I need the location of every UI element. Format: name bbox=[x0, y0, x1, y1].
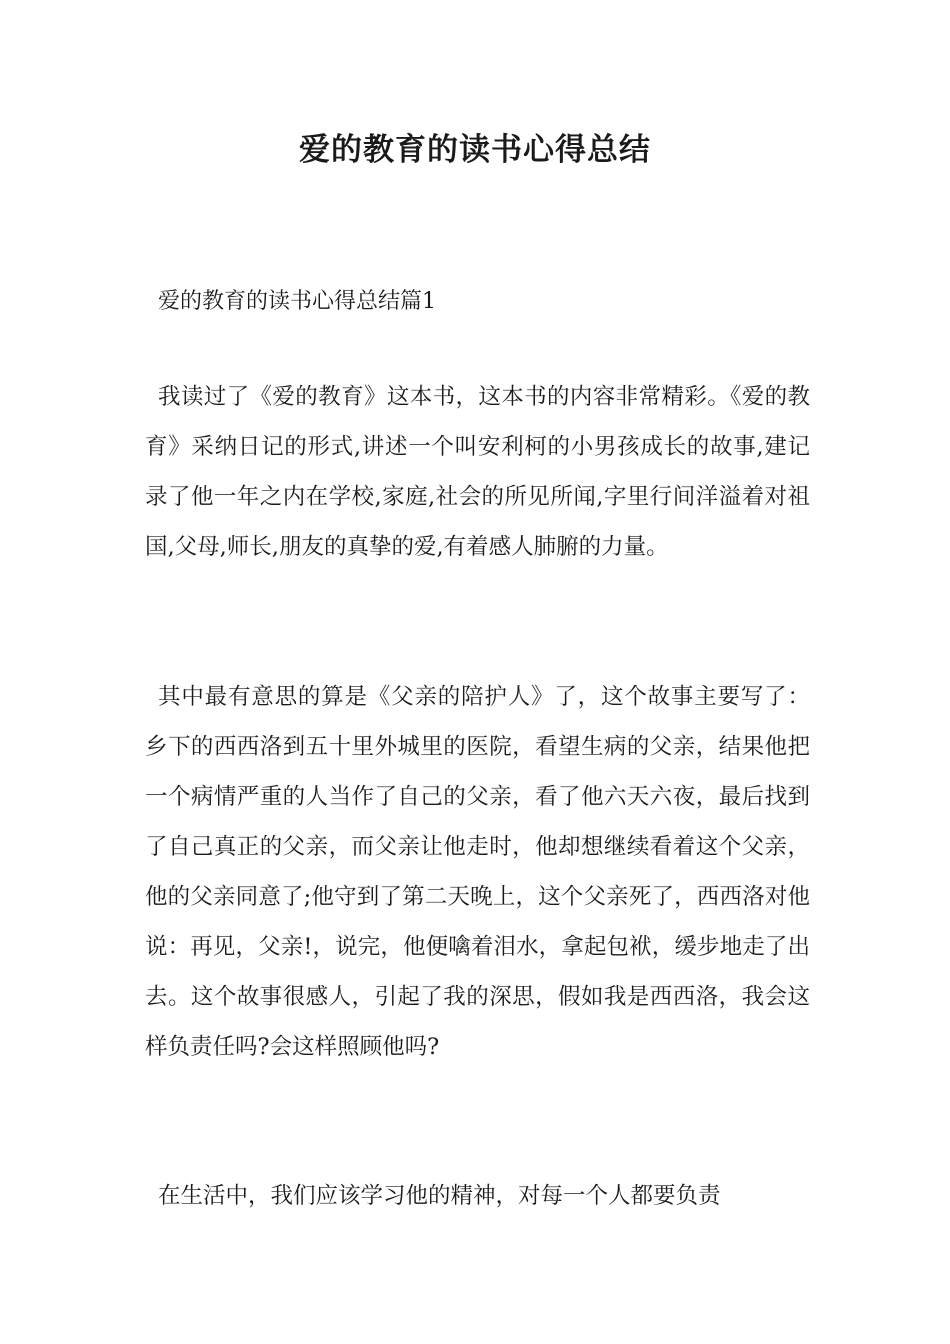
section-heading: 爱的教育的读书心得总结篇1 bbox=[158, 289, 436, 314]
paragraph: 在生活中，我们应该学习他的精神，对每一个人都要负责 bbox=[158, 1183, 721, 1209]
document-title: 爱的教育的读书心得总结 bbox=[299, 132, 651, 168]
paragraph: 其中最有意思的算是《父亲的陪护人》了，这个故事主要写了：乡下的西西洛到五十里外城里的医院，看望生病的父亲，结果他把一个病情严重的人当作了自己的父亲，看了他六天六夜，最后找到了自己真正的父亲，而父亲让他走时，他却想继续看着这个父亲，他的父亲同意了;他守到了第二天晚上，这个父亲死了，西西洛对他说：再见，父亲!，说完，他便噙着泪水，拿起包袱，缓步地走了出去。这个故事很感人，引起了我的深思，假如我是西西洛，我会这样负责任吗?会这样照顾他吗? bbox=[145, 684, 810, 1060]
paragraph: 我读过了《爱的教育》这本书，这本书的内容非常精彩。《爱的教育》采纳日记的形式,讲述一个叫安利柯的小男孩成长的故事,建记录了他一年之内在学校,家庭,社会的所见所闻,字里行间洋溢着对祖国,父母,师长,朋友的真挚的爱,有着感人肺腑的力量。 bbox=[145, 384, 810, 560]
